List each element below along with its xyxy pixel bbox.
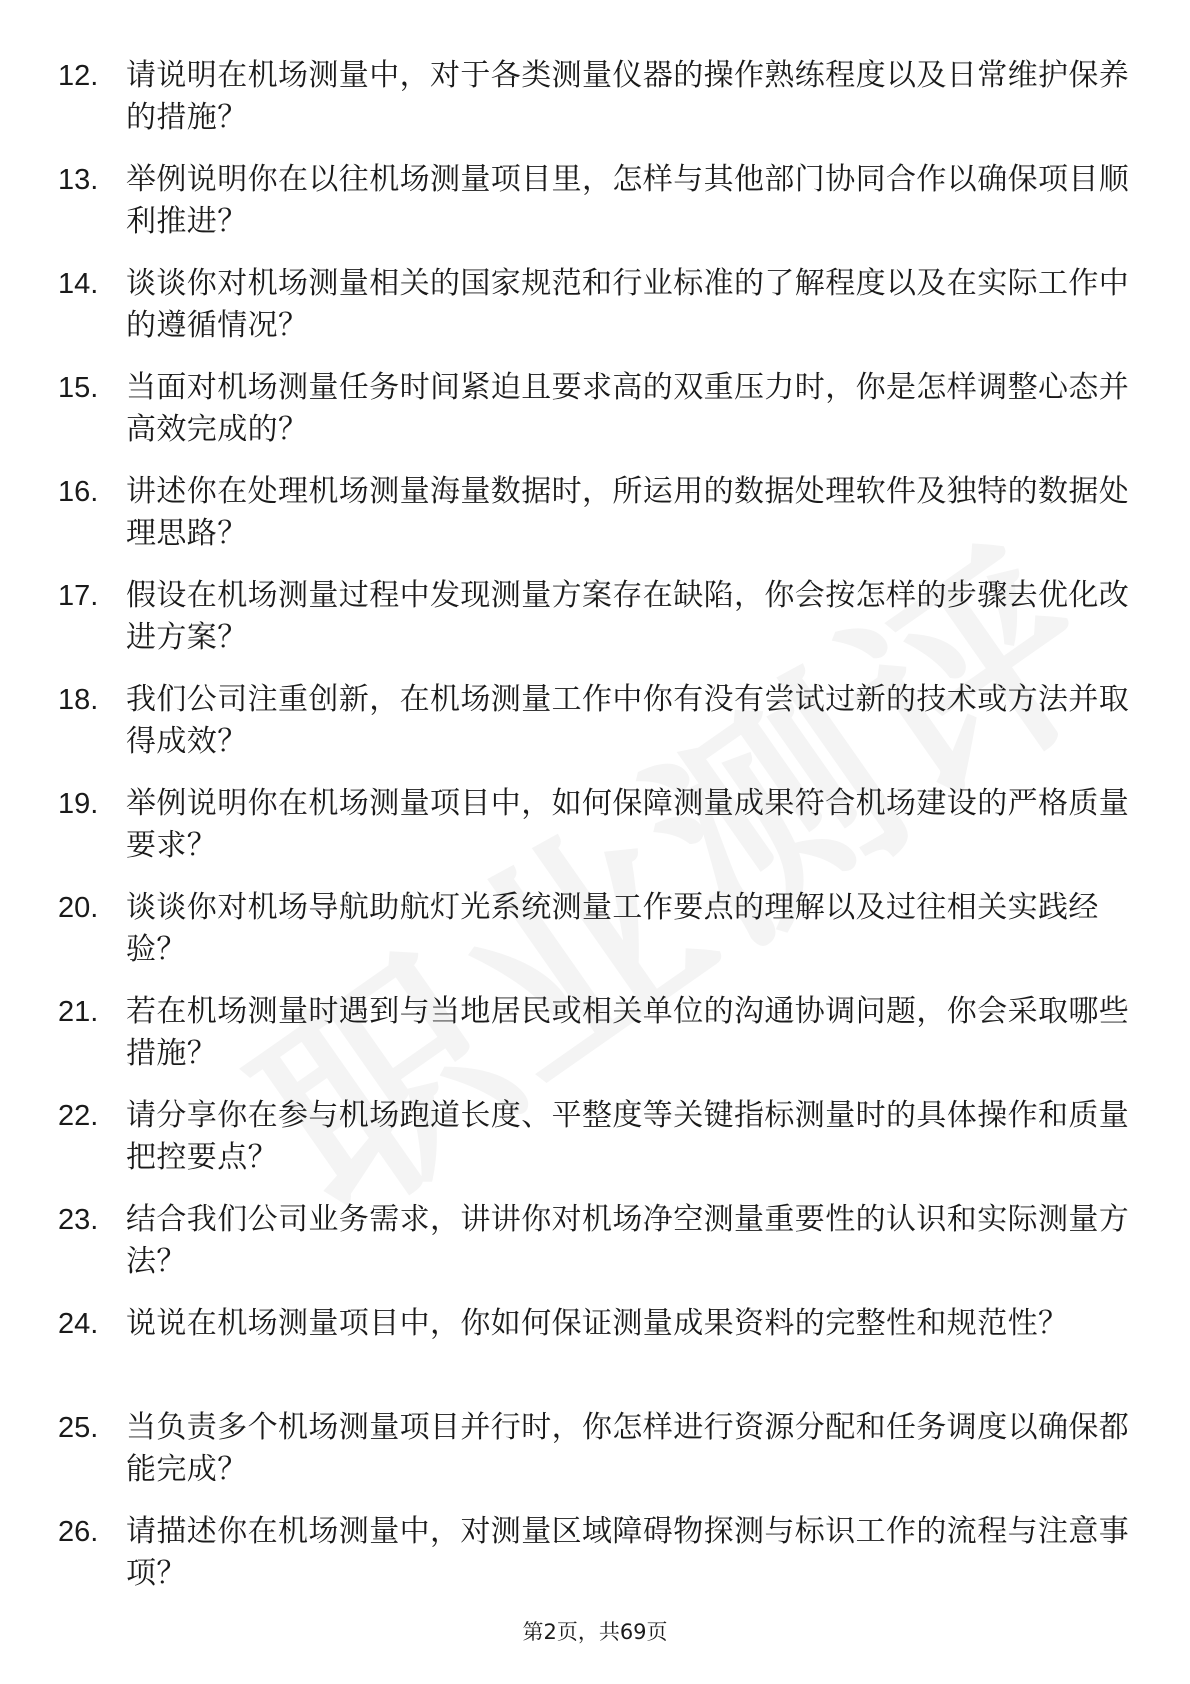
- question-number: 25.: [58, 1412, 99, 1444]
- list-item: [58, 471, 1133, 575]
- question-number: 12.: [58, 60, 99, 92]
- question-number: 24.: [58, 1308, 99, 1340]
- question-text: 谈谈你对机场导航助航灯光系统测量工作要点的理解以及过往相关实践经验？: [126, 890, 1099, 967]
- list-item: [58, 367, 1133, 471]
- question-text: 举例说明你在以往机场测量项目里，怎样与其他部门协同合作以确保项目顺利推进？: [126, 162, 1130, 239]
- list-item: [58, 1511, 1133, 1615]
- question-number: 19.: [58, 788, 99, 820]
- question-number: 22.: [58, 1100, 99, 1132]
- list-item: [58, 1303, 1133, 1407]
- question-text: 请描述你在机场测量中，对测量区域障碍物探测与标识工作的流程与注意事项？: [126, 1514, 1130, 1591]
- question-text: 假设在机场测量过程中发现测量方案存在缺陷，你会按怎样的步骤去优化改进方案？: [126, 578, 1130, 655]
- question-number: 13.: [58, 164, 99, 196]
- question-text: 请分享你在参与机场跑道长度、平整度等关键指标测量时的具体操作和质量把控要点？: [126, 1098, 1130, 1175]
- question-text: 举例说明你在机场测量项目中，如何保障测量成果符合机场建设的严格质量要求？: [126, 786, 1130, 863]
- question-text: 说说在机场测量项目中，你如何保证测量成果资料的完整性和规范性？: [126, 1306, 1069, 1341]
- question-number: 20.: [58, 892, 99, 924]
- question-text: 当面对机场测量任务时间紧迫且要求高的双重压力时，你是怎样调整心态并高效完成的？: [126, 370, 1130, 447]
- list-item: [58, 1095, 1133, 1199]
- list-item: [58, 1407, 1133, 1511]
- question-text: 讲述你在处理机场测量海量数据时，所运用的数据处理软件及独特的数据处理思路？: [126, 474, 1130, 551]
- list-item: [58, 1199, 1133, 1303]
- list-item: [58, 887, 1133, 991]
- question-number: 21.: [58, 996, 99, 1028]
- list-item: [58, 263, 1133, 367]
- list-item: [58, 159, 1133, 263]
- list-item: [58, 55, 1133, 159]
- list-item: [58, 679, 1133, 783]
- question-number: 23.: [58, 1204, 99, 1236]
- question-number: 26.: [58, 1516, 99, 1548]
- question-text: 当负责多个机场测量项目并行时，你怎样进行资源分配和任务调度以确保都能完成？: [126, 1410, 1130, 1487]
- question-number: 14.: [58, 268, 99, 300]
- list-item: [58, 991, 1133, 1095]
- list-item: [58, 575, 1133, 679]
- question-text: 结合我们公司业务需求，讲讲你对机场净空测量重要性的认识和实际测量方法？: [126, 1202, 1130, 1279]
- question-text: 若在机场测量时遇到与当地居民或相关单位的沟通协调问题，你会采取哪些措施？: [126, 994, 1130, 1071]
- list-item: [58, 783, 1133, 887]
- question-number: 17.: [58, 580, 99, 612]
- question-list: [58, 55, 1133, 1615]
- question-text: 谈谈你对机场测量相关的国家规范和行业标准的了解程度以及在实际工作中的遵循情况？: [126, 266, 1130, 343]
- question-number: 16.: [58, 476, 99, 508]
- question-text: 请说明在机场测量中，对于各类测量仪器的操作熟练程度以及日常维护保养的措施？: [126, 58, 1130, 135]
- page-number-footer: 第2页，共69页: [522, 1620, 668, 1644]
- question-number: 18.: [58, 684, 99, 716]
- question-text: 我们公司注重创新，在机场测量工作中你有没有尝试过新的技术或方法并取得成效？: [126, 682, 1130, 759]
- question-number: 15.: [58, 372, 99, 404]
